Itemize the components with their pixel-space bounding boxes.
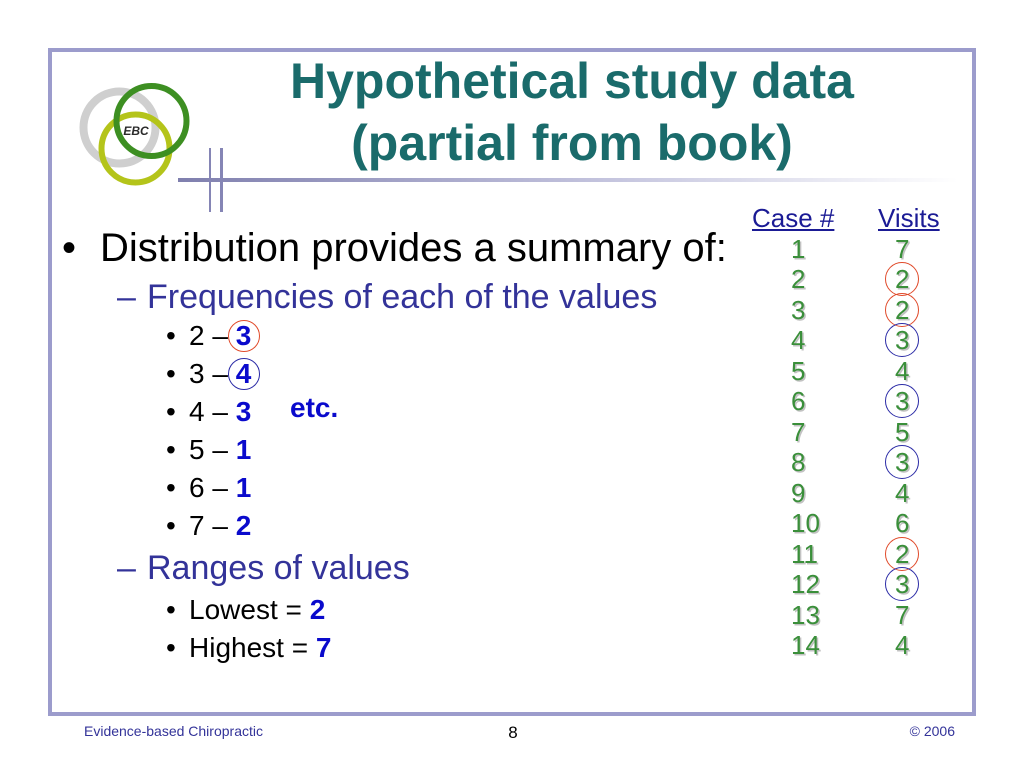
table-row xyxy=(740,356,970,387)
case-number-cell: 4 xyxy=(791,325,806,355)
frequency-item xyxy=(166,507,251,545)
bullet-text: Distribution provides a summary of: xyxy=(100,226,727,270)
item-value: 3 xyxy=(235,396,252,427)
footer-left-text: Evidence-based Chiropractic xyxy=(84,723,263,739)
range-list xyxy=(166,591,331,667)
column-header-case: Case # xyxy=(752,203,835,233)
highlight-circle xyxy=(885,567,919,601)
highlight-circle xyxy=(228,358,260,390)
bullet-marker: • xyxy=(166,320,176,351)
table-row xyxy=(740,386,970,417)
case-number-cell: 9 xyxy=(791,477,806,508)
item-value: 1 xyxy=(235,472,252,503)
case-number-cell: 6 xyxy=(791,386,806,416)
item-value: 2 xyxy=(235,510,252,541)
highlight-circle xyxy=(885,445,919,479)
table-header-row xyxy=(740,203,970,234)
highlight-circle xyxy=(228,320,260,352)
item-value-group xyxy=(236,355,252,393)
case-number-cell: 10 xyxy=(791,508,820,538)
item-value-group xyxy=(316,629,332,667)
bullet-marker: • xyxy=(166,396,176,427)
vertical-rule-thin xyxy=(209,148,211,212)
bullet-marker: • xyxy=(62,226,77,270)
frequency-item xyxy=(166,355,251,393)
case-number-cell: 2 xyxy=(791,264,806,294)
highlight-circle xyxy=(885,262,919,296)
item-value: 1 xyxy=(235,434,252,465)
case-number-cell: 5 xyxy=(791,355,806,386)
visits-cell: 5 xyxy=(895,416,910,447)
case-visits-table xyxy=(740,203,970,661)
table-row xyxy=(740,600,970,631)
visits-cell: 4 xyxy=(895,477,910,508)
subbullet-frequencies xyxy=(117,277,658,317)
case-number-cell: 13 xyxy=(791,599,820,630)
dash-marker: – xyxy=(117,549,136,587)
column-header-visits: Visits xyxy=(878,203,940,233)
table-row xyxy=(740,234,970,265)
bullet-distribution xyxy=(62,224,727,272)
visits-cell: 3 xyxy=(895,447,910,477)
visits-cell: 7 xyxy=(895,233,910,264)
item-value-group xyxy=(236,431,252,469)
item-label: 3 – xyxy=(189,358,228,389)
table-row xyxy=(740,325,970,356)
frequency-item xyxy=(166,393,251,431)
item-value: 2 xyxy=(309,594,326,625)
table-row xyxy=(740,447,970,478)
horizontal-rule xyxy=(178,178,958,182)
bullet-marker: • xyxy=(166,472,176,503)
item-label: 7 – xyxy=(189,510,228,541)
case-number-cell: 14 xyxy=(791,630,820,660)
item-value-group xyxy=(236,393,252,431)
visits-cell: 6 xyxy=(895,508,910,538)
highlight-circle xyxy=(885,537,919,571)
item-label: 6 – xyxy=(189,472,228,503)
bullet-marker: • xyxy=(166,594,176,625)
item-label: Lowest = xyxy=(189,594,302,625)
item-value-group xyxy=(310,591,326,629)
case-number-cell: 7 xyxy=(791,416,806,447)
case-number-cell: 3 xyxy=(791,294,806,325)
frequency-item xyxy=(166,469,251,507)
range-item xyxy=(166,629,331,667)
visits-cell: 2 xyxy=(895,264,910,294)
table-row xyxy=(740,264,970,295)
item-value-group xyxy=(236,317,252,355)
item-value: 7 xyxy=(315,632,332,663)
highlight-circle xyxy=(885,323,919,357)
subbullet-text: Ranges of values xyxy=(147,549,410,587)
bullet-marker: • xyxy=(166,632,176,663)
frequency-list xyxy=(166,317,251,545)
item-label: Highest = xyxy=(189,632,309,663)
slide-title xyxy=(260,50,884,174)
item-label: 4 – xyxy=(189,396,228,427)
subbullet-text: Frequencies of each of the values xyxy=(147,278,658,316)
visits-cell: 2 xyxy=(895,294,910,325)
dash-marker: – xyxy=(117,278,136,316)
highlight-circle xyxy=(885,384,919,418)
table-row xyxy=(740,569,970,600)
range-item xyxy=(166,591,331,629)
visits-cell: 7 xyxy=(895,599,910,630)
page-number: 8 xyxy=(508,723,518,742)
item-label: 2 – xyxy=(189,320,228,351)
case-number-cell: 11 xyxy=(791,538,818,569)
subbullet-ranges xyxy=(117,548,410,588)
table-row xyxy=(740,508,970,539)
bullet-marker: • xyxy=(166,358,176,389)
case-number-cell: 12 xyxy=(791,569,820,599)
item-value-group xyxy=(236,469,252,507)
bullet-marker: • xyxy=(166,434,176,465)
item-value: 4 xyxy=(235,358,252,389)
visits-cell: 3 xyxy=(895,569,910,599)
bullet-marker: • xyxy=(166,510,176,541)
visits-cell: 4 xyxy=(895,355,910,386)
table-row xyxy=(740,478,970,509)
case-number-cell: 1 xyxy=(791,233,806,264)
footer-copyright: © 2006 xyxy=(909,723,955,739)
table-row xyxy=(740,539,970,570)
table-row xyxy=(740,417,970,448)
case-number-cell: 8 xyxy=(791,447,806,477)
visits-cell: 3 xyxy=(895,386,910,416)
title-line-1: Hypothetical study data xyxy=(290,53,854,109)
frequency-item xyxy=(166,317,251,355)
item-label: 5 – xyxy=(189,434,228,465)
visits-cell: 3 xyxy=(895,325,910,355)
frequency-item xyxy=(166,431,251,469)
etc-note: etc. xyxy=(290,392,339,423)
title-line-2: (partial from book) xyxy=(351,115,793,171)
table-row xyxy=(740,630,970,661)
visits-cell: 2 xyxy=(895,538,910,569)
visits-cell: 4 xyxy=(895,630,910,660)
highlight-circle xyxy=(885,293,919,327)
table-row xyxy=(740,295,970,326)
item-value-group xyxy=(236,507,252,545)
vertical-rule-thick xyxy=(220,148,223,212)
logo-text: EBC xyxy=(123,124,149,138)
item-value: 3 xyxy=(235,320,252,351)
